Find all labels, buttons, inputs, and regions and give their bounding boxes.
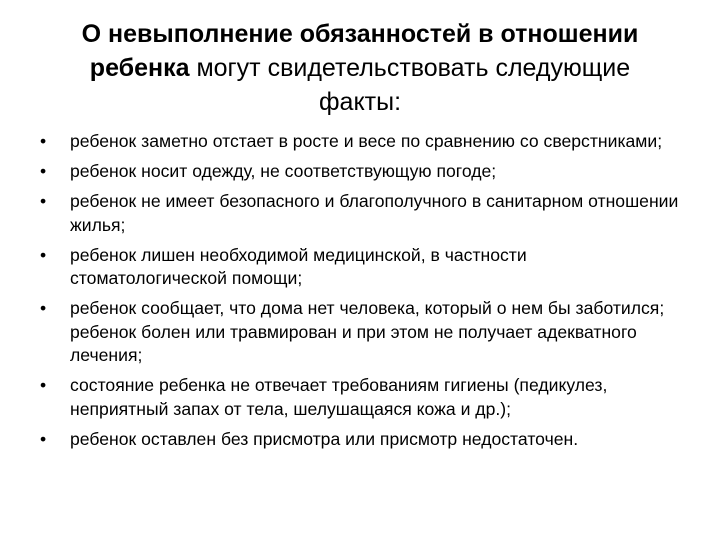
list-item bbox=[40, 297, 680, 368]
list-item bbox=[40, 244, 680, 291]
list-item bbox=[40, 190, 680, 237]
bullet-icon: • bbox=[40, 244, 47, 265]
bullet-icon: • bbox=[40, 298, 47, 319]
slide-title bbox=[30, 17, 690, 119]
list-item-text: ребенок оставлен без присмотра или присмотр недостаточен. bbox=[70, 429, 579, 450]
list-item-text: состояние ребенка не отвечает требованиям гигиены (педикулез, неприятный запах от тела, шелушащаяся кожа и др.); bbox=[70, 375, 608, 419]
list-item bbox=[40, 374, 680, 421]
bullet-list bbox=[40, 130, 680, 458]
title-line2-rest: могут свидетельствовать следующие bbox=[189, 54, 631, 82]
title-keyword: ребенка bbox=[89, 54, 190, 82]
title-line3: факты: bbox=[318, 88, 402, 116]
bullet-icon: • bbox=[40, 161, 47, 182]
bullet-icon: • bbox=[40, 191, 47, 212]
bullet-icon: • bbox=[40, 131, 47, 151]
bullet-icon: • bbox=[40, 429, 47, 450]
title-line1: О невыполнение обязанностей в отношении bbox=[81, 20, 639, 48]
list-item bbox=[40, 428, 680, 452]
bullet-icon: • bbox=[40, 375, 47, 396]
list-item-text: ребенок не имеет безопасного и благополучного в санитарном отношении жилья; bbox=[70, 191, 679, 235]
list-item-text: ребенок сообщает, что дома нет человека, который о нем бы заботился; ребенок болен или травмирован и при этом не получает адекватного лечения; bbox=[70, 298, 665, 366]
list-item bbox=[40, 160, 680, 184]
list-item-text: ребенок носит одежду, не соответствующую погоде; bbox=[70, 161, 497, 182]
list-item bbox=[40, 130, 680, 154]
list-item-text: ребенок лишен необходимой медицинской, в частности стоматологической помощи; bbox=[70, 244, 527, 289]
list-item-text: ребенок заметно отстает в росте и весе по сравнению со сверстниками; bbox=[70, 131, 663, 151]
